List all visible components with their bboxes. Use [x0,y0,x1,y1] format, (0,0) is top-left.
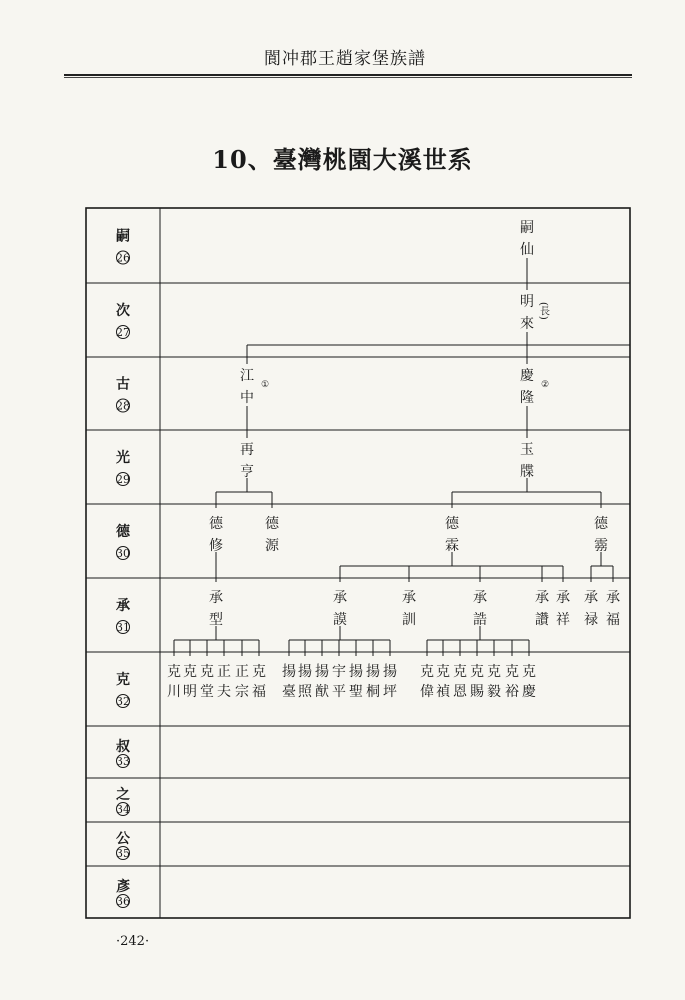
person-name-char: 慶 [522,684,536,700]
person-name-char: 來 [520,316,534,332]
person-name-char: 揚 [315,664,329,680]
person-name-char: 承 [535,590,549,606]
person-zaiheng [240,442,254,480]
person-name-char: 誥 [473,612,487,628]
generation-char: 德 [116,524,130,540]
person-note: ① [261,380,270,390]
person-sixian [520,220,534,258]
person-name-char: 德 [265,516,279,532]
person-kefu [252,663,266,700]
person-name-char: 克 [200,664,214,680]
generation-number-text: 28 [116,399,130,413]
generation-number [116,399,130,413]
generation-number-text: 32 [116,695,130,708]
person-name-char: 克 [420,664,434,680]
person-chengxing [209,590,223,628]
person-deling [594,516,609,554]
person-name-char: 毅 [487,684,501,700]
person-yangtong [366,663,380,700]
person-name-char: 賜 [470,684,484,700]
person-name-char: 承 [402,590,416,606]
person-name-char: 禄 [584,612,598,628]
person-name-char: 克 [470,664,484,680]
person-keming [183,663,197,700]
person-name-char: 修 [209,538,223,554]
person-yuping [332,664,346,700]
person-name-char: 謨 [333,612,347,628]
person-name-char: 坪 [383,684,397,700]
person-name-char: 承 [333,590,347,606]
person-name-char: 克 [505,664,519,680]
person-name-char: 堂 [200,684,214,700]
person-kezhen [436,663,451,700]
person-name-char: 隆 [520,390,534,406]
person-name-char: 克 [436,664,450,680]
generation-char: 古 [116,376,130,393]
person-name-char: 克 [453,664,467,680]
generation-number-text: 27 [116,326,130,339]
person-name-char: 承 [606,590,620,606]
person-kewei [420,663,434,700]
person-name-char: 承 [584,590,598,606]
person-keqing [522,663,536,700]
person-name-char: 宇 [332,664,346,680]
generation-number-text: 30 [116,547,130,560]
person-chengxiang [556,590,570,628]
person-name-char: 承 [556,590,570,606]
generation-char: 叔 [116,739,130,755]
person-name-char: 猷 [315,684,329,700]
person-name-char: 源 [265,538,279,554]
person-yangping [383,663,397,700]
person-dexiu [209,516,224,554]
person-name-char: 德 [445,516,459,532]
generation-number [116,895,130,909]
person-name-char: 江 [240,368,254,384]
person-yudie [520,442,534,480]
person-name-char: 揚 [366,664,380,680]
page-number: ·242· [116,934,150,949]
person-delin [445,516,460,554]
person-name-char: 揚 [383,664,397,680]
person-keyi [487,663,501,700]
generation-char: 克 [116,672,130,688]
generation-number [116,755,130,769]
person-kechuan [167,663,181,700]
person-name-char: 福 [606,612,620,628]
person-keen [453,663,468,700]
generation-number [116,847,130,861]
person-name-char: 川 [167,684,181,700]
person-name-char: 揚 [298,664,312,680]
person-ketang [200,663,214,700]
person-name-char: 克 [522,664,536,680]
person-name-char: 嗣 [520,220,534,236]
person-name-char: 正 [235,664,249,680]
person-name-char: 恩 [453,684,467,700]
person-yangtai [282,663,296,700]
generation-number-text: 31 [116,621,130,634]
person-name-char: 克 [167,664,181,680]
person-name-char: 中 [240,390,254,406]
person-keyu [505,663,519,700]
generation-number-text: 35 [116,847,130,860]
person-deyuan [265,516,280,554]
person-name-char: 偉 [420,684,434,700]
person-name-char: 仙 [520,242,534,258]
person-name-char: 霖 [445,538,459,554]
person-qinglong [520,368,549,406]
generation-number [116,621,130,635]
generation-char: 之 [116,787,130,803]
generation-number [116,695,130,709]
person-yangsheng [349,663,363,700]
person-name-char: 聖 [349,684,363,700]
generation-char: 承 [116,598,130,614]
page-heading: 10、臺灣桃園大溪世系 [212,145,473,174]
person-name-char: 型 [209,612,223,628]
person-name-char: 夫 [217,684,231,700]
person-name-char: 平 [332,684,346,700]
generation-number [116,803,130,817]
person-name-char: 禎 [436,684,450,700]
person-name-char: 德 [209,516,223,532]
person-chengfu [606,590,620,628]
person-jiangzhong [240,368,269,406]
person-yangxian [315,663,329,700]
person-name-char: 克 [487,664,501,680]
person-zhengzong [235,664,249,700]
person-name-char: 承 [209,590,223,606]
generation-char: 光 [116,450,130,466]
person-name-char: 德 [594,516,608,532]
book-title: 閬冲郡王趙家堡族譜 [264,49,426,69]
person-name-char: 正 [217,664,231,680]
person-chengzan [535,590,550,628]
person-name-char: 玉 [520,442,534,458]
person-zhengfu [217,664,231,700]
person-name-char: 再 [240,442,254,458]
generation-char: 公 [116,831,130,847]
person-name-char: 照 [298,684,312,700]
person-name-char: 祥 [556,612,570,628]
person-name-char: 桐 [366,684,380,700]
person-chengxun [402,590,416,628]
person-chengmo [333,590,347,628]
generation-number-text: 33 [116,755,130,768]
person-minglai [520,294,550,332]
person-note: (長) [537,302,549,320]
person-name-char: 揚 [349,664,363,680]
person-name-char: 裕 [505,684,519,700]
generation-char: 嗣 [116,228,130,245]
generation-char: 次 [116,303,130,319]
person-name-char: 克 [252,664,266,680]
person-name-char: 宗 [235,684,249,700]
person-name-char: 福 [252,684,266,700]
person-yangzhao [298,663,313,700]
person-name-char: 讚 [535,612,549,628]
person-keci [470,663,484,700]
person-name-char: 揚 [282,664,296,680]
person-chenggao [473,590,487,628]
generation-number [116,326,130,340]
person-name-char: 慶 [520,368,534,384]
person-name-char: 明 [520,294,534,310]
person-name-char: 臺 [282,684,296,700]
person-name-char: 亨 [240,464,254,480]
generation-number [116,547,130,561]
generation-number-text: 29 [116,473,130,486]
generation-number [116,251,130,265]
generation-number-text: 26 [116,251,130,265]
person-note: ② [541,380,550,390]
person-name-char: 承 [473,590,487,606]
person-chenglu [584,590,598,628]
generation-number-text: 36 [116,895,130,908]
generation-number [116,473,130,487]
generation-number-text: 34 [116,803,130,816]
person-name-char: 克 [183,664,197,680]
person-name-char: 明 [183,684,197,700]
person-name-char: 訓 [402,612,416,628]
generation-char: 彥 [116,879,130,895]
person-name-char: 牒 [520,464,534,480]
person-name-char: 霛 [594,538,608,554]
